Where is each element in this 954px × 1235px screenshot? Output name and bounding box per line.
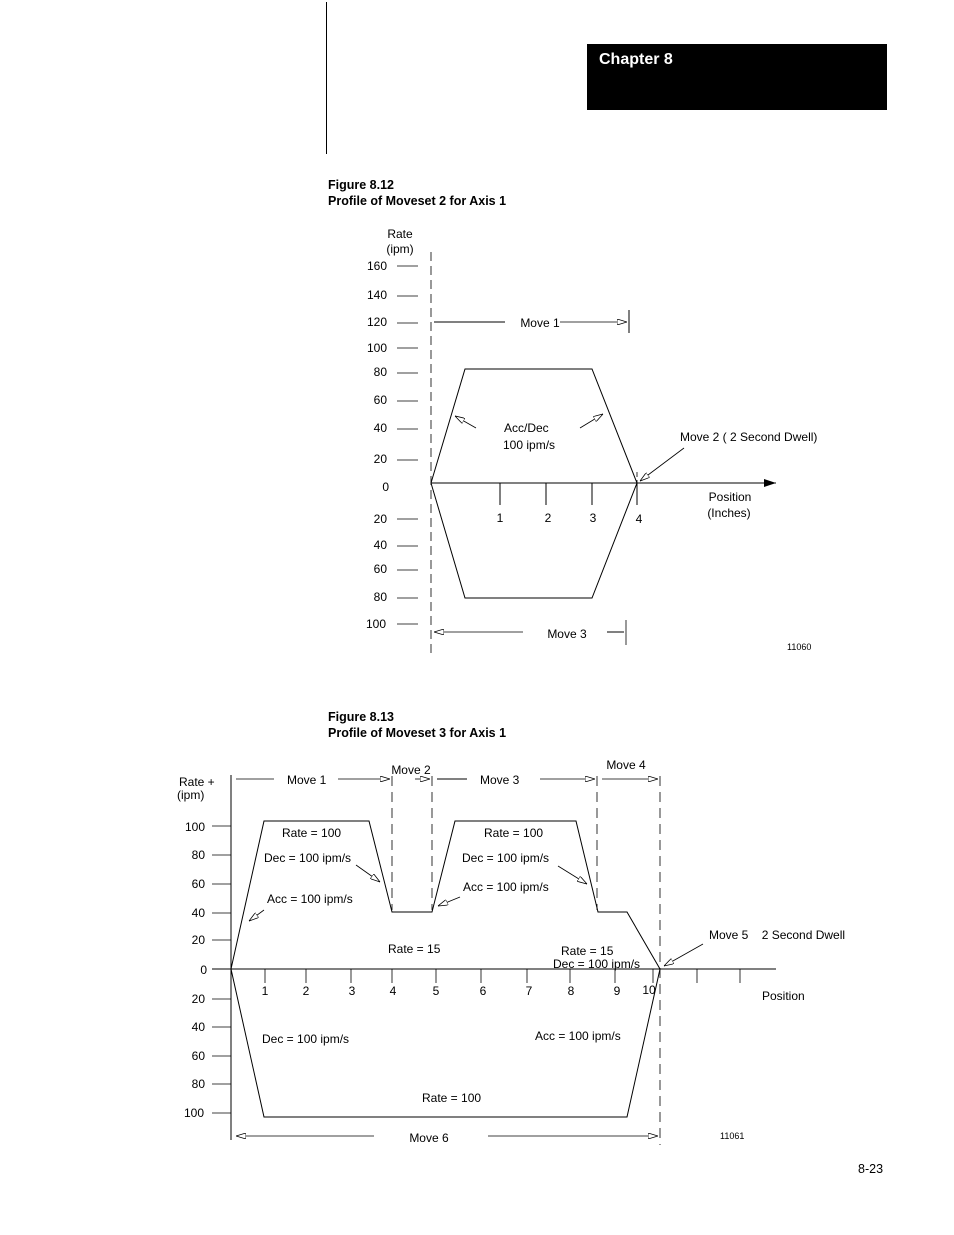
fig12-x-tick-marks [500, 483, 637, 505]
fig13-x-tick-label: 3 [348, 984, 356, 998]
fig13-move4-label: Move 4 [606, 758, 646, 772]
fig13-rate15-a: Rate = 15 [388, 942, 441, 956]
fig13-x-tick-label: 4 [389, 984, 397, 998]
fig13-y-tick-label: 20 [191, 933, 205, 947]
fig12-y-tick-marks [397, 266, 418, 624]
figure-8-12-title: Profile of Moveset 2 for Axis 1 [328, 194, 507, 208]
fig12-y-tick-label: 60 [373, 393, 387, 407]
fig12-y-tick-label: 40 [373, 421, 387, 435]
fig13-y-tick-label: 40 [191, 1020, 205, 1034]
fig13-x-axis-title: Position [762, 989, 805, 1003]
fig12-accdec-label-2: 100 ipm/s [503, 438, 556, 452]
fig13-y-tick-label: 100 [184, 820, 205, 834]
fig13-x-tick-label: 5 [432, 984, 440, 998]
fig13-x-tick-label: 10 [642, 983, 656, 997]
fig13-acc100-neg: Acc = 100 ipm/s [535, 1029, 621, 1043]
page-number: 8-23 [858, 1162, 884, 1176]
fig13-move5-label: Move 5 2 Second Dwell [709, 928, 846, 942]
fig13-y-tick-label: 20 [191, 992, 205, 1006]
fig13-y-tick-label: 60 [191, 1049, 205, 1063]
fig13-move6-label: Move 6 [409, 1131, 449, 1145]
fig13-acc100-b: Acc = 100 ipm/s [463, 880, 549, 894]
fig13-y-tick-label: 100 [183, 1106, 204, 1120]
fig12-move1-label: Move 1 [520, 316, 560, 330]
fig13-y-axis-title-2: (ipm) [177, 788, 205, 802]
fig13-x-tick-label: 2 [302, 984, 310, 998]
figure-8-12 [366, 227, 817, 658]
fig13-rate15-b: Rate = 15 [561, 944, 614, 958]
fig13-code: 11061 [720, 1131, 745, 1141]
fig13-x-tick-label: 7 [525, 984, 533, 998]
fig13-dec100-b: Dec = 100 ipm/s [462, 851, 550, 865]
fig13-y-tick-label: 80 [191, 1077, 205, 1091]
fig12-y-tick-label: 120 [366, 315, 387, 329]
fig12-y-tick-label: 160 [366, 259, 387, 273]
figure-8-12-number: Figure 8.12 [328, 178, 394, 192]
fig12-x-tick-label: 4 [635, 512, 643, 526]
fig13-y-tick-label: 40 [191, 906, 205, 920]
fig13-x-tick-label: 9 [613, 984, 621, 998]
fig13-y-tick-label: 0 [200, 963, 207, 977]
fig13-x-tick-marks [265, 969, 740, 983]
fig12-y-tick-label: 60 [373, 562, 387, 576]
fig13-rate100-a: Rate = 100 [282, 826, 342, 840]
fig13-move1-label: Move 1 [287, 773, 327, 787]
fig13-x-tick-label: 6 [479, 984, 487, 998]
fig12-y-tick-label: 100 [366, 341, 387, 355]
fig12-y-tick-label: 100 [365, 617, 386, 631]
fig13-rate100-b: Rate = 100 [484, 826, 544, 840]
fig13-x-tick-label: 8 [567, 984, 575, 998]
fig12-move3-profile [431, 483, 637, 598]
fig13-y-tick-label: 60 [191, 877, 205, 891]
fig12-accdec-label-1: Acc/Dec [504, 421, 549, 435]
figure-8-13 [177, 758, 845, 1145]
fig12-x-tick-label: 1 [496, 511, 504, 525]
fig13-y-axis-title-1: Rate + [179, 775, 215, 789]
fig13-dec100-neg: Dec = 100 ipm/s [262, 1032, 350, 1046]
fig13-dec100-a: Dec = 100 ipm/s [264, 851, 352, 865]
chapter-title: Chapter 8 [599, 51, 673, 68]
figure-8-13-title: Profile of Moveset 3 for Axis 1 [328, 726, 507, 740]
figure-8-13-number: Figure 8.13 [328, 710, 394, 724]
fig12-y-axis-title-2: (ipm) [386, 242, 414, 256]
fig12-x-axis-title-1: Position [708, 490, 752, 504]
fig13-x-tick-label: 1 [261, 984, 269, 998]
fig13-move2-label: Move 2 [391, 763, 431, 777]
fig12-y-tick-label: 80 [373, 365, 387, 379]
fig13-dec100-c: Dec = 100 ipm/s [553, 957, 641, 971]
fig12-x-tick-label: 3 [589, 511, 597, 525]
fig12-x-tick-label: 2 [544, 511, 552, 525]
fig13-y-tick-label: 80 [191, 848, 205, 862]
fig12-y-tick-label: 20 [373, 512, 387, 526]
fig13-move3-label: Move 3 [480, 773, 520, 787]
fig12-y-axis-title-1: Rate [387, 227, 413, 241]
fig12-x-axis-title-2: (Inches) [707, 506, 751, 520]
fig12-y-tick-label: 80 [373, 590, 387, 604]
fig12-y-tick-label: 140 [366, 288, 387, 302]
fig12-code: 11060 [787, 642, 812, 652]
fig12-y-tick-label: 20 [373, 452, 387, 466]
fig13-rate100-neg: Rate = 100 [422, 1091, 482, 1105]
fig12-move3-label: Move 3 [547, 627, 587, 641]
fig13-acc100-a: Acc = 100 ipm/s [267, 892, 353, 906]
fig12-move2-label: Move 2 ( 2 Second Dwell) [680, 430, 818, 444]
fig12-y-tick-label: 0 [382, 480, 389, 494]
fig12-y-tick-label: 40 [373, 538, 387, 552]
